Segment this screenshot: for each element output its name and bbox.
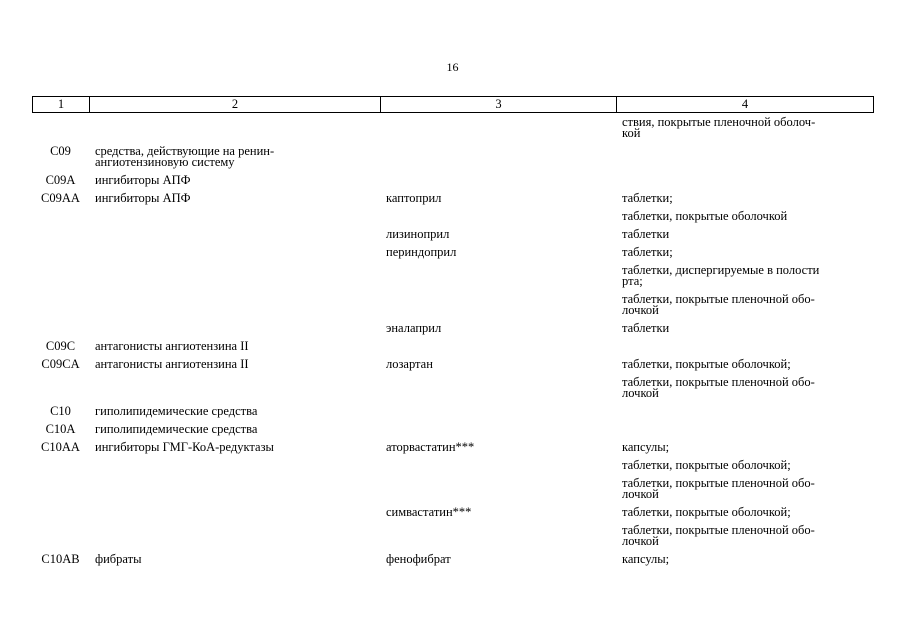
column-header-4: 4 bbox=[617, 97, 874, 113]
dosage-form: капсулы; bbox=[622, 552, 670, 566]
drug-list bbox=[32, 117, 873, 572]
atc-code: C09 bbox=[50, 144, 71, 158]
drug-name bbox=[380, 175, 616, 186]
dosage-form: таблетки, покрытые оболочкой; bbox=[622, 458, 791, 472]
anatomical-therapeutic-group: средства, действующие на ренин- ангиотензиновую систему bbox=[95, 144, 275, 169]
atc-code bbox=[32, 323, 89, 334]
atc-code bbox=[32, 211, 89, 222]
anatomical-therapeutic-group bbox=[89, 229, 380, 240]
table-row bbox=[32, 359, 873, 370]
drug-name bbox=[380, 406, 616, 417]
atc-code: C09C bbox=[45, 339, 76, 353]
page-number: 16 bbox=[446, 60, 459, 74]
dosage-form: таблетки, покрытые оболочкой bbox=[622, 209, 788, 223]
dosage-form: таблетки, диспергируемые в полости рта; bbox=[622, 263, 820, 288]
table-row bbox=[32, 229, 873, 240]
atc-code: C09CA bbox=[41, 357, 80, 371]
anatomical-therapeutic-group: гиполипидемические средства bbox=[95, 422, 258, 436]
drug-name bbox=[380, 460, 616, 471]
dosage-form: таблетки, покрытые пленочной обо- лочкой bbox=[622, 476, 815, 501]
drug-name bbox=[380, 341, 616, 352]
dosage-form: таблетки, покрытые оболочкой; bbox=[622, 505, 791, 519]
table-row bbox=[32, 377, 873, 399]
drug-name bbox=[380, 377, 616, 399]
atc-code: C10AA bbox=[41, 440, 80, 454]
atc-code: C09AA bbox=[41, 191, 80, 205]
table-row bbox=[32, 117, 873, 139]
table-row bbox=[32, 525, 873, 547]
table-row bbox=[32, 265, 873, 287]
dosage-form bbox=[616, 341, 873, 352]
table-row bbox=[32, 442, 873, 453]
dosage-form: таблетки, покрытые оболочкой; bbox=[622, 357, 791, 371]
atc-code bbox=[32, 117, 89, 139]
dosage-form bbox=[616, 406, 873, 417]
atc-code bbox=[32, 294, 89, 316]
drug-name bbox=[380, 265, 616, 287]
dosage-form: таблетки, покрытые пленочной обо- лочкой bbox=[622, 375, 815, 400]
anatomical-therapeutic-group: фибраты bbox=[95, 552, 142, 566]
atc-code bbox=[32, 507, 89, 518]
table-row bbox=[32, 323, 873, 334]
dosage-form bbox=[616, 146, 873, 168]
column-header-2: 2 bbox=[90, 97, 381, 113]
column-header-3: 3 bbox=[381, 97, 617, 113]
anatomical-therapeutic-group bbox=[89, 377, 380, 399]
table-row bbox=[32, 507, 873, 518]
anatomical-therapeutic-group: ингибиторы ГМГ-КоА-редуктазы bbox=[95, 440, 274, 454]
table-row bbox=[32, 146, 873, 168]
anatomical-therapeutic-group: ингибиторы АПФ bbox=[95, 173, 191, 187]
drug-name bbox=[380, 146, 616, 168]
table-row bbox=[32, 406, 873, 417]
anatomical-therapeutic-group bbox=[89, 211, 380, 222]
column-header-1: 1 bbox=[33, 97, 90, 113]
anatomical-therapeutic-group bbox=[89, 117, 380, 139]
atc-code bbox=[32, 460, 89, 471]
anatomical-therapeutic-group bbox=[89, 460, 380, 471]
table-row bbox=[32, 478, 873, 500]
dosage-form: таблетки bbox=[622, 227, 670, 241]
atc-code bbox=[32, 377, 89, 399]
anatomical-therapeutic-group bbox=[89, 265, 380, 287]
drug-name: каптоприл bbox=[386, 191, 442, 205]
drug-name: эналаприл bbox=[386, 321, 442, 335]
column-header-table bbox=[32, 96, 874, 113]
table-row bbox=[32, 424, 873, 435]
dosage-form: ствия, покрытые пленочной оболоч- кой bbox=[622, 115, 816, 140]
drug-name bbox=[380, 211, 616, 222]
drug-name: аторвастатин*** bbox=[386, 440, 475, 454]
drug-name: периндоприл bbox=[386, 245, 457, 259]
drug-name bbox=[380, 478, 616, 500]
atc-code bbox=[32, 478, 89, 500]
dosage-form bbox=[616, 424, 873, 435]
anatomical-therapeutic-group: ингибиторы АПФ bbox=[95, 191, 191, 205]
anatomical-therapeutic-group bbox=[89, 507, 380, 518]
dosage-form: таблетки; bbox=[622, 191, 673, 205]
dosage-form bbox=[616, 175, 873, 186]
dosage-form: таблетки bbox=[622, 321, 670, 335]
anatomical-therapeutic-group bbox=[89, 525, 380, 547]
atc-code bbox=[32, 265, 89, 287]
drug-name: симвастатин*** bbox=[386, 505, 472, 519]
atc-code bbox=[32, 247, 89, 258]
dosage-form: таблетки, покрытые пленочной обо- лочкой bbox=[622, 523, 815, 548]
atc-code: C10A bbox=[45, 422, 76, 436]
drug-name bbox=[380, 424, 616, 435]
table-row bbox=[32, 554, 873, 565]
atc-code: C10 bbox=[50, 404, 71, 418]
column-header-row bbox=[33, 97, 874, 113]
atc-code bbox=[32, 229, 89, 240]
anatomical-therapeutic-group bbox=[89, 323, 380, 334]
table-row bbox=[32, 211, 873, 222]
anatomical-therapeutic-group bbox=[89, 478, 380, 500]
anatomical-therapeutic-group bbox=[89, 294, 380, 316]
dosage-form: таблетки, покрытые пленочной обо- лочкой bbox=[622, 292, 815, 317]
table-row bbox=[32, 460, 873, 471]
anatomical-therapeutic-group bbox=[89, 247, 380, 258]
atc-code: C09A bbox=[45, 173, 76, 187]
dosage-form: капсулы; bbox=[622, 440, 670, 454]
drug-name bbox=[380, 294, 616, 316]
drug-name bbox=[380, 117, 616, 139]
drug-name: лозартан bbox=[386, 357, 433, 371]
dosage-form: таблетки; bbox=[622, 245, 673, 259]
anatomical-therapeutic-group: антагонисты ангиотензина II bbox=[95, 339, 249, 353]
atc-code: C10AB bbox=[41, 552, 80, 566]
table-row bbox=[32, 175, 873, 186]
table-row bbox=[32, 193, 873, 204]
anatomical-therapeutic-group: гиполипидемические средства bbox=[95, 404, 258, 418]
table-row bbox=[32, 294, 873, 316]
table-row bbox=[32, 247, 873, 258]
table-row bbox=[32, 341, 873, 352]
drug-name: лизиноприл bbox=[386, 227, 450, 241]
atc-code bbox=[32, 525, 89, 547]
drug-name bbox=[380, 525, 616, 547]
anatomical-therapeutic-group: антагонисты ангиотензина II bbox=[95, 357, 249, 371]
drug-name: фенофибрат bbox=[386, 552, 451, 566]
